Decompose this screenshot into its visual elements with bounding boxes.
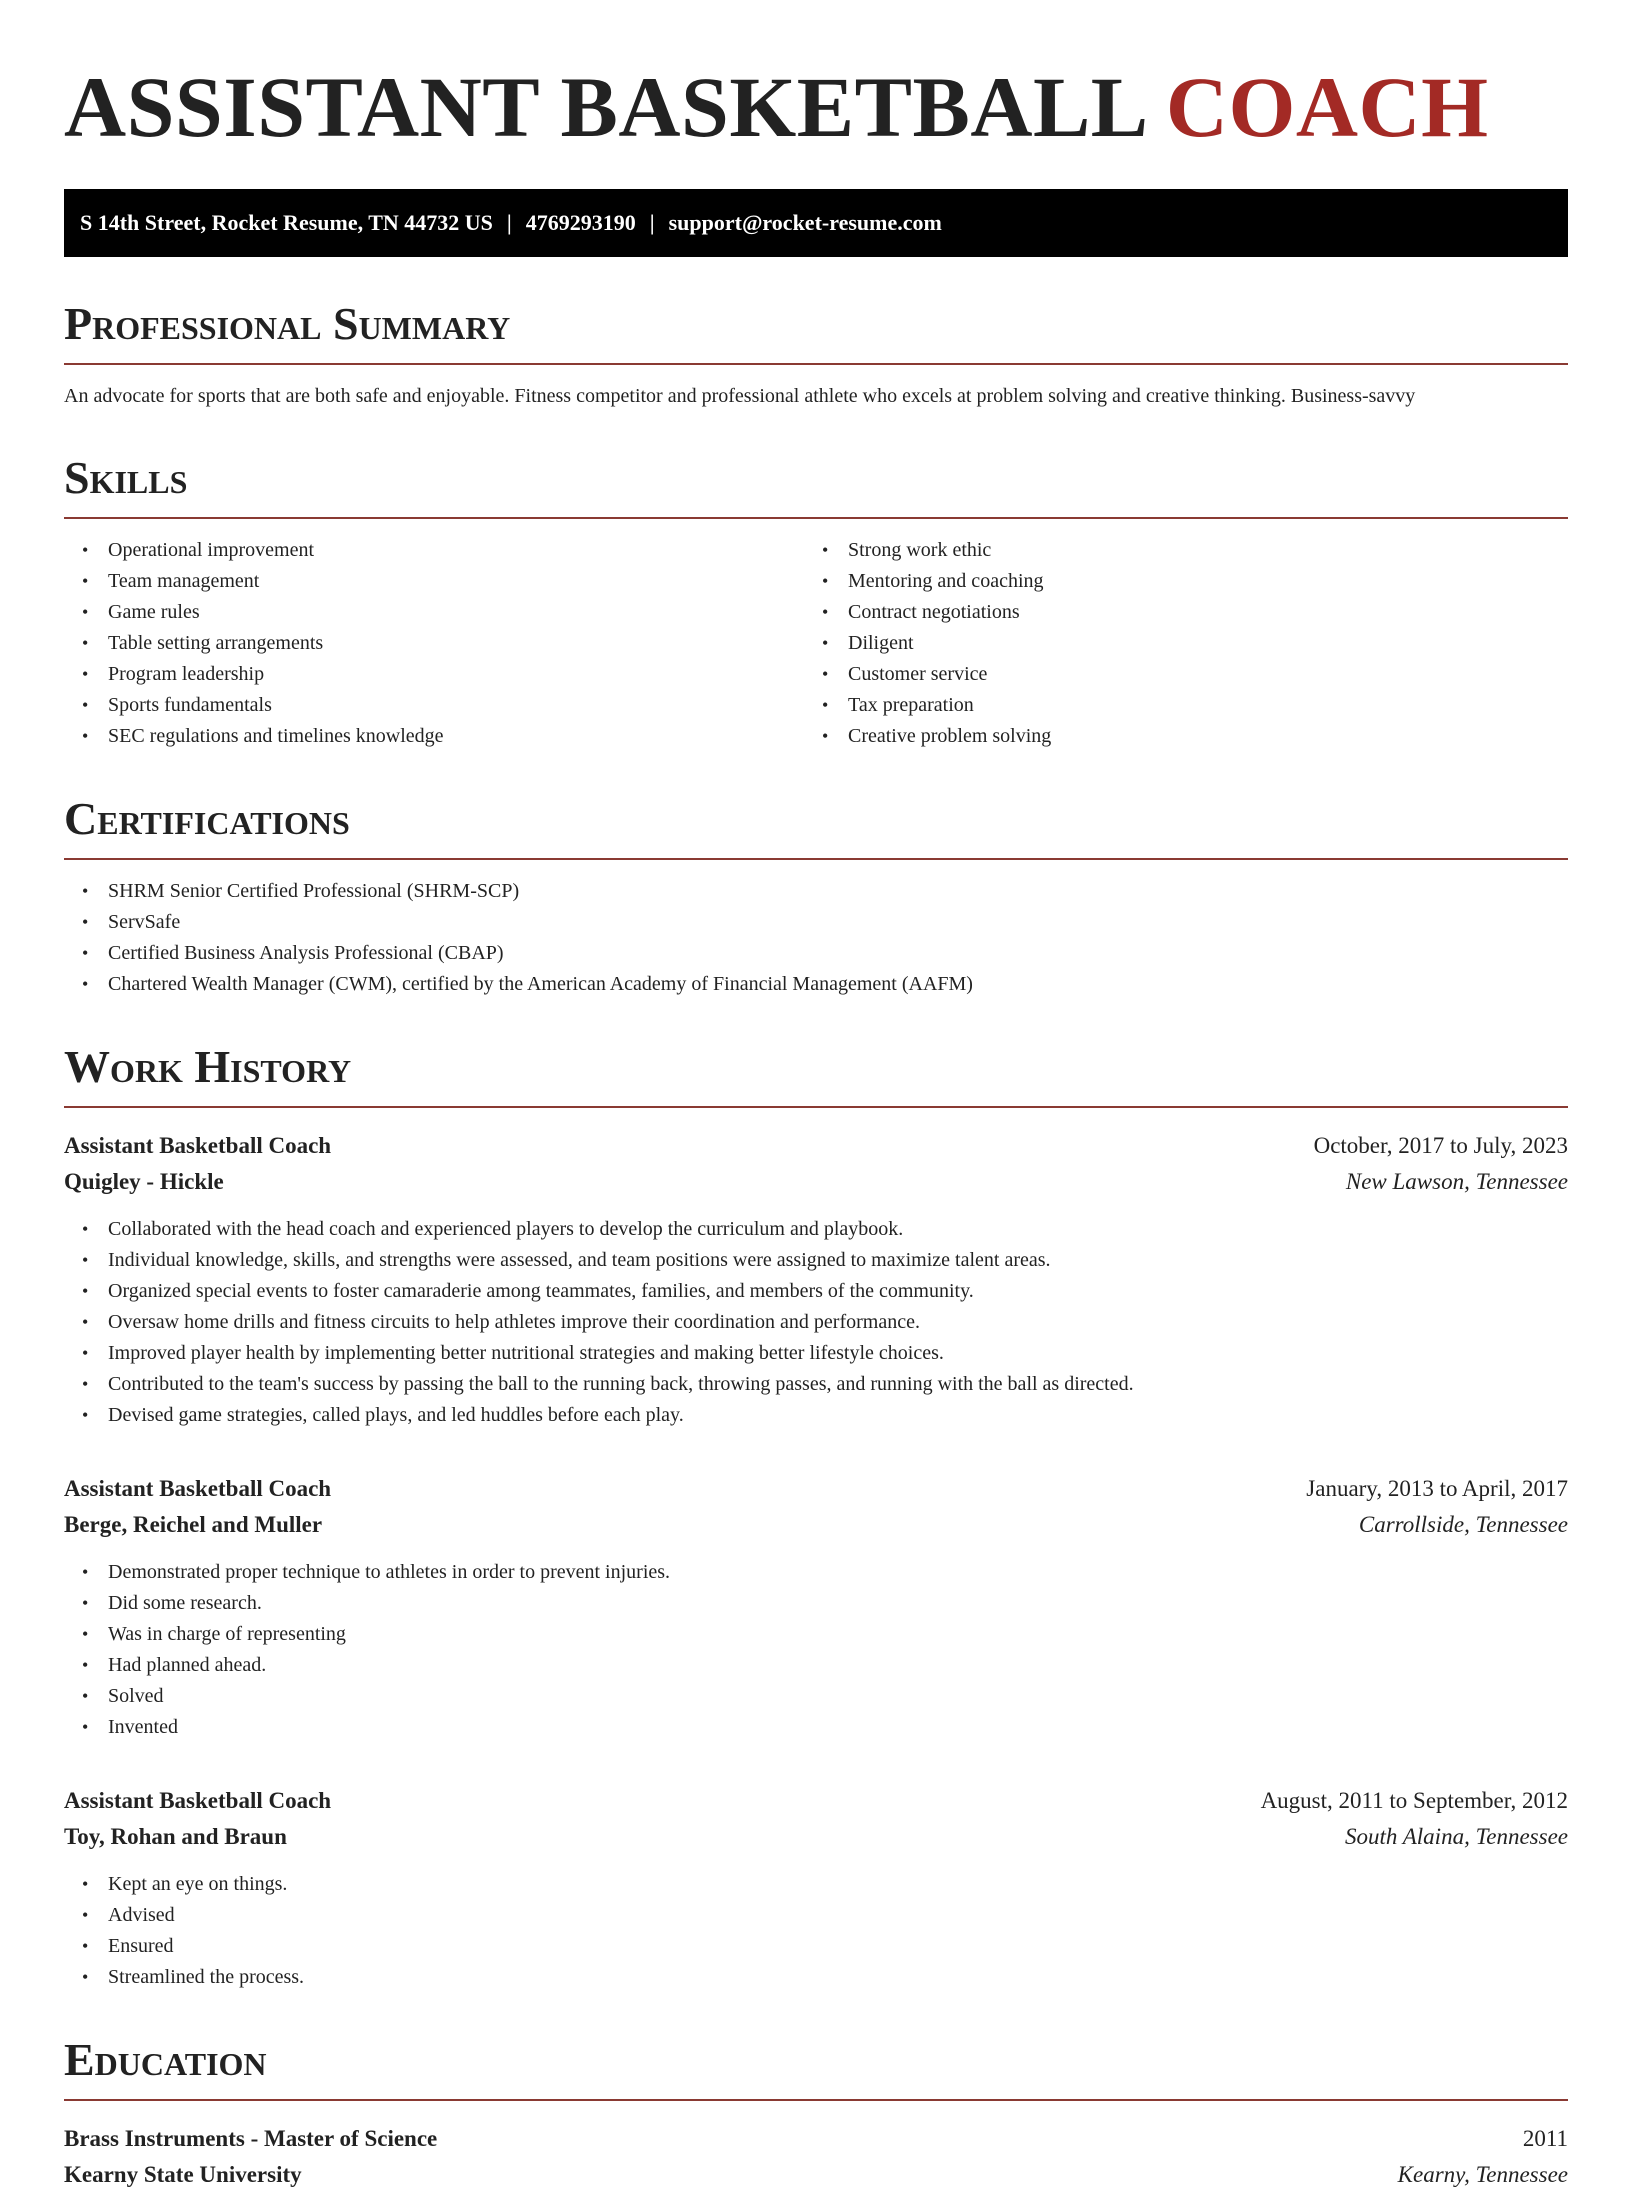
list-item [64, 1245, 1568, 1276]
education-location: Kearny, Tennessee [1397, 2162, 1568, 2188]
name-part-1: ASSISTANT BASKETBALL [64, 59, 1144, 155]
list-item [64, 1650, 1568, 1681]
list-item [64, 1712, 1568, 1743]
bullet-icon: • [82, 1655, 89, 1676]
list-item-text: Sports fundamentals [108, 694, 272, 717]
list-item [64, 535, 804, 566]
bullet-icon: • [822, 664, 829, 685]
contact-email: support@rocket-resume.com [668, 210, 942, 236]
bullet-icon: • [82, 540, 89, 561]
list-item [64, 1900, 1568, 1931]
education-entry [64, 2121, 1568, 2193]
job-location: South Alaina, Tennessee [1345, 1824, 1568, 1850]
list-item-text: SHRM Senior Certified Professional (SHRM-SCP) [108, 880, 520, 903]
list-item [64, 1588, 1568, 1619]
list-item [804, 597, 1544, 628]
job-bullets [64, 1214, 1568, 1431]
list-item [64, 1400, 1568, 1431]
education-school: Kearny State University [64, 2162, 302, 2188]
bullet-icon: • [822, 726, 829, 747]
list-item [64, 628, 804, 659]
job-company: Toy, Rohan and Braun [64, 1824, 287, 1850]
contact-separator: | [506, 210, 512, 236]
list-item-text: Chartered Wealth Manager (CWM), certified by the American Academy of Financial Management (AAFM) [108, 973, 973, 996]
list-item [64, 721, 804, 752]
bullet-icon: • [82, 1593, 89, 1614]
job-entry [64, 1783, 1568, 1993]
list-item-text: Oversaw home drills and fitness circuits to help athletes improve their coordination and performance. [108, 1311, 920, 1334]
bullet-icon: • [82, 1686, 89, 1707]
bullet-icon: • [82, 1717, 89, 1738]
list-item [64, 1931, 1568, 1962]
certifications-list [64, 876, 1568, 1000]
skills-list-left [64, 535, 804, 752]
job-title: Assistant Basketball Coach [64, 1788, 332, 1814]
contact-bar [64, 189, 1568, 257]
section-title-certifications: Certifications [64, 796, 1568, 860]
list-item-text: Advised [108, 1904, 175, 1927]
list-item [804, 659, 1544, 690]
list-item-text: Tax preparation [848, 694, 974, 717]
skills-columns [64, 535, 1568, 752]
list-item-text: Kept an eye on things. [108, 1873, 288, 1896]
list-item [64, 876, 1568, 907]
list-item-text: Streamlined the process. [108, 1966, 305, 1989]
job-title: Assistant Basketball Coach [64, 1133, 332, 1159]
list-item-text: Contributed to the team's success by passing the ball to the running back, throwing passes, and running with the ball as directed. [108, 1373, 1134, 1396]
contact-phone: 4769293190 [525, 210, 636, 236]
bullet-icon: • [82, 1936, 89, 1957]
bullet-icon: • [82, 1343, 89, 1364]
list-item-text: Organized special events to foster camaraderie among teammates, families, and members of the community. [108, 1280, 974, 1303]
contact-address: S 14th Street, Rocket Resume, TN 44732 US [80, 210, 493, 236]
job-location: New Lawson, Tennessee [1345, 1169, 1568, 1195]
list-item-text: Diligent [848, 632, 914, 655]
job-company: Berge, Reichel and Muller [64, 1512, 323, 1538]
list-item [64, 1307, 1568, 1338]
job-dates: October, 2017 to July, 2023 [1313, 1133, 1568, 1159]
job-bullets [64, 1557, 1568, 1743]
job-dates: August, 2011 to September, 2012 [1260, 1788, 1568, 1814]
list-item-text: Table setting arrangements [108, 632, 324, 655]
bullet-icon: • [82, 633, 89, 654]
list-item [64, 969, 1568, 1000]
list-item-text: ServSafe [108, 911, 181, 934]
bullet-icon: • [82, 1405, 89, 1426]
list-item-text: Certified Business Analysis Professional (CBAP) [108, 942, 504, 965]
list-item [804, 721, 1544, 752]
list-item [64, 907, 1568, 938]
list-item [804, 566, 1544, 597]
list-item [64, 1557, 1568, 1588]
list-item-text: Strong work ethic [848, 539, 992, 562]
bullet-icon: • [82, 695, 89, 716]
list-item [64, 1619, 1568, 1650]
bullet-icon: • [82, 881, 89, 902]
bullet-icon: • [822, 571, 829, 592]
section-title-skills: Skills [64, 455, 1568, 519]
bullet-icon: • [82, 664, 89, 685]
list-item-text: Contract negotiations [848, 601, 1020, 624]
list-item [64, 1214, 1568, 1245]
section-title-summary: Professional Summary [64, 301, 1568, 365]
list-item-text: Ensured [108, 1935, 174, 1958]
list-item-text: Team management [108, 570, 260, 593]
section-title-work-history: Work History [64, 1044, 1568, 1108]
list-item-text: Did some research. [108, 1592, 262, 1615]
bullet-icon: • [82, 974, 89, 995]
list-item-text: Improved player health by implementing better nutritional strategies and making better lifestyle choices. [108, 1342, 944, 1365]
list-item-text: Operational improvement [108, 539, 315, 562]
list-item-text: Game rules [108, 601, 200, 624]
bullet-icon: • [82, 1967, 89, 1988]
bullet-icon: • [82, 1874, 89, 1895]
list-item-text: Solved [108, 1685, 164, 1708]
resume-name [64, 56, 1568, 159]
list-item-text: Demonstrated proper technique to athletes in order to prevent injuries. [108, 1561, 671, 1584]
list-item-text: Had planned ahead. [108, 1654, 267, 1677]
list-item [804, 628, 1544, 659]
list-item [804, 690, 1544, 721]
job-title: Assistant Basketball Coach [64, 1476, 332, 1502]
bullet-icon: • [822, 602, 829, 623]
list-item [64, 566, 804, 597]
list-item [64, 659, 804, 690]
job-dates: January, 2013 to April, 2017 [1306, 1476, 1568, 1502]
bullet-icon: • [82, 1250, 89, 1271]
list-item [64, 1962, 1568, 1993]
list-item [64, 1338, 1568, 1369]
bullet-icon: • [82, 1374, 89, 1395]
education-degree: Brass Instruments - Master of Science [64, 2126, 438, 2152]
name-part-2: COACH [1165, 59, 1489, 155]
list-item [64, 690, 804, 721]
list-item-text: Customer service [848, 663, 988, 686]
list-item-text: SEC regulations and timelines knowledge [108, 725, 444, 748]
bullet-icon: • [82, 602, 89, 623]
bullet-icon: • [82, 1905, 89, 1926]
list-item [64, 597, 804, 628]
list-item-text: Individual knowledge, skills, and strengths were assessed, and team positions were assigned to maximize talent areas. [108, 1249, 1051, 1272]
list-item [64, 1681, 1568, 1712]
list-item-text: Mentoring and coaching [848, 570, 1044, 593]
list-item-text: Was in charge of representing [108, 1623, 346, 1646]
bullet-icon: • [822, 540, 829, 561]
skills-list-right [804, 535, 1544, 752]
list-item-text: Invented [108, 1716, 178, 1739]
job-bullets [64, 1869, 1568, 1993]
bullet-icon: • [82, 1562, 89, 1583]
education-year: 2011 [1522, 2126, 1568, 2152]
list-item [64, 1276, 1568, 1307]
job-company: Quigley - Hickle [64, 1169, 224, 1195]
list-item [64, 1369, 1568, 1400]
summary-text: An advocate for sports that are both safe and enjoyable. Fitness competitor and professional athlete who excels at problem solving and creative thinking. Business-savvy [64, 385, 1416, 408]
bullet-icon: • [82, 571, 89, 592]
bullet-icon: • [82, 726, 89, 747]
bullet-icon: • [822, 633, 829, 654]
bullet-icon: • [82, 1624, 89, 1645]
list-item-text: Collaborated with the head coach and experienced players to develop the curriculum and playbook. [108, 1218, 904, 1241]
list-item [64, 1869, 1568, 1900]
bullet-icon: • [822, 695, 829, 716]
list-item [804, 535, 1544, 566]
job-entry [64, 1471, 1568, 1743]
list-item-text: Creative problem solving [848, 725, 1052, 748]
contact-separator: | [649, 210, 655, 236]
bullet-icon: • [82, 1281, 89, 1302]
bullet-icon: • [82, 943, 89, 964]
resume-page [64, 0, 1568, 2193]
section-title-education: Education [64, 2037, 1568, 2101]
job-location: Carrollside, Tennessee [1358, 1512, 1568, 1538]
list-item [64, 938, 1568, 969]
bullet-icon: • [82, 1219, 89, 1240]
bullet-icon: • [82, 912, 89, 933]
job-entry [64, 1128, 1568, 1431]
bullet-icon: • [82, 1312, 89, 1333]
list-item-text: Program leadership [108, 663, 265, 686]
list-item-text: Devised game strategies, called plays, and led huddles before each play. [108, 1404, 684, 1427]
